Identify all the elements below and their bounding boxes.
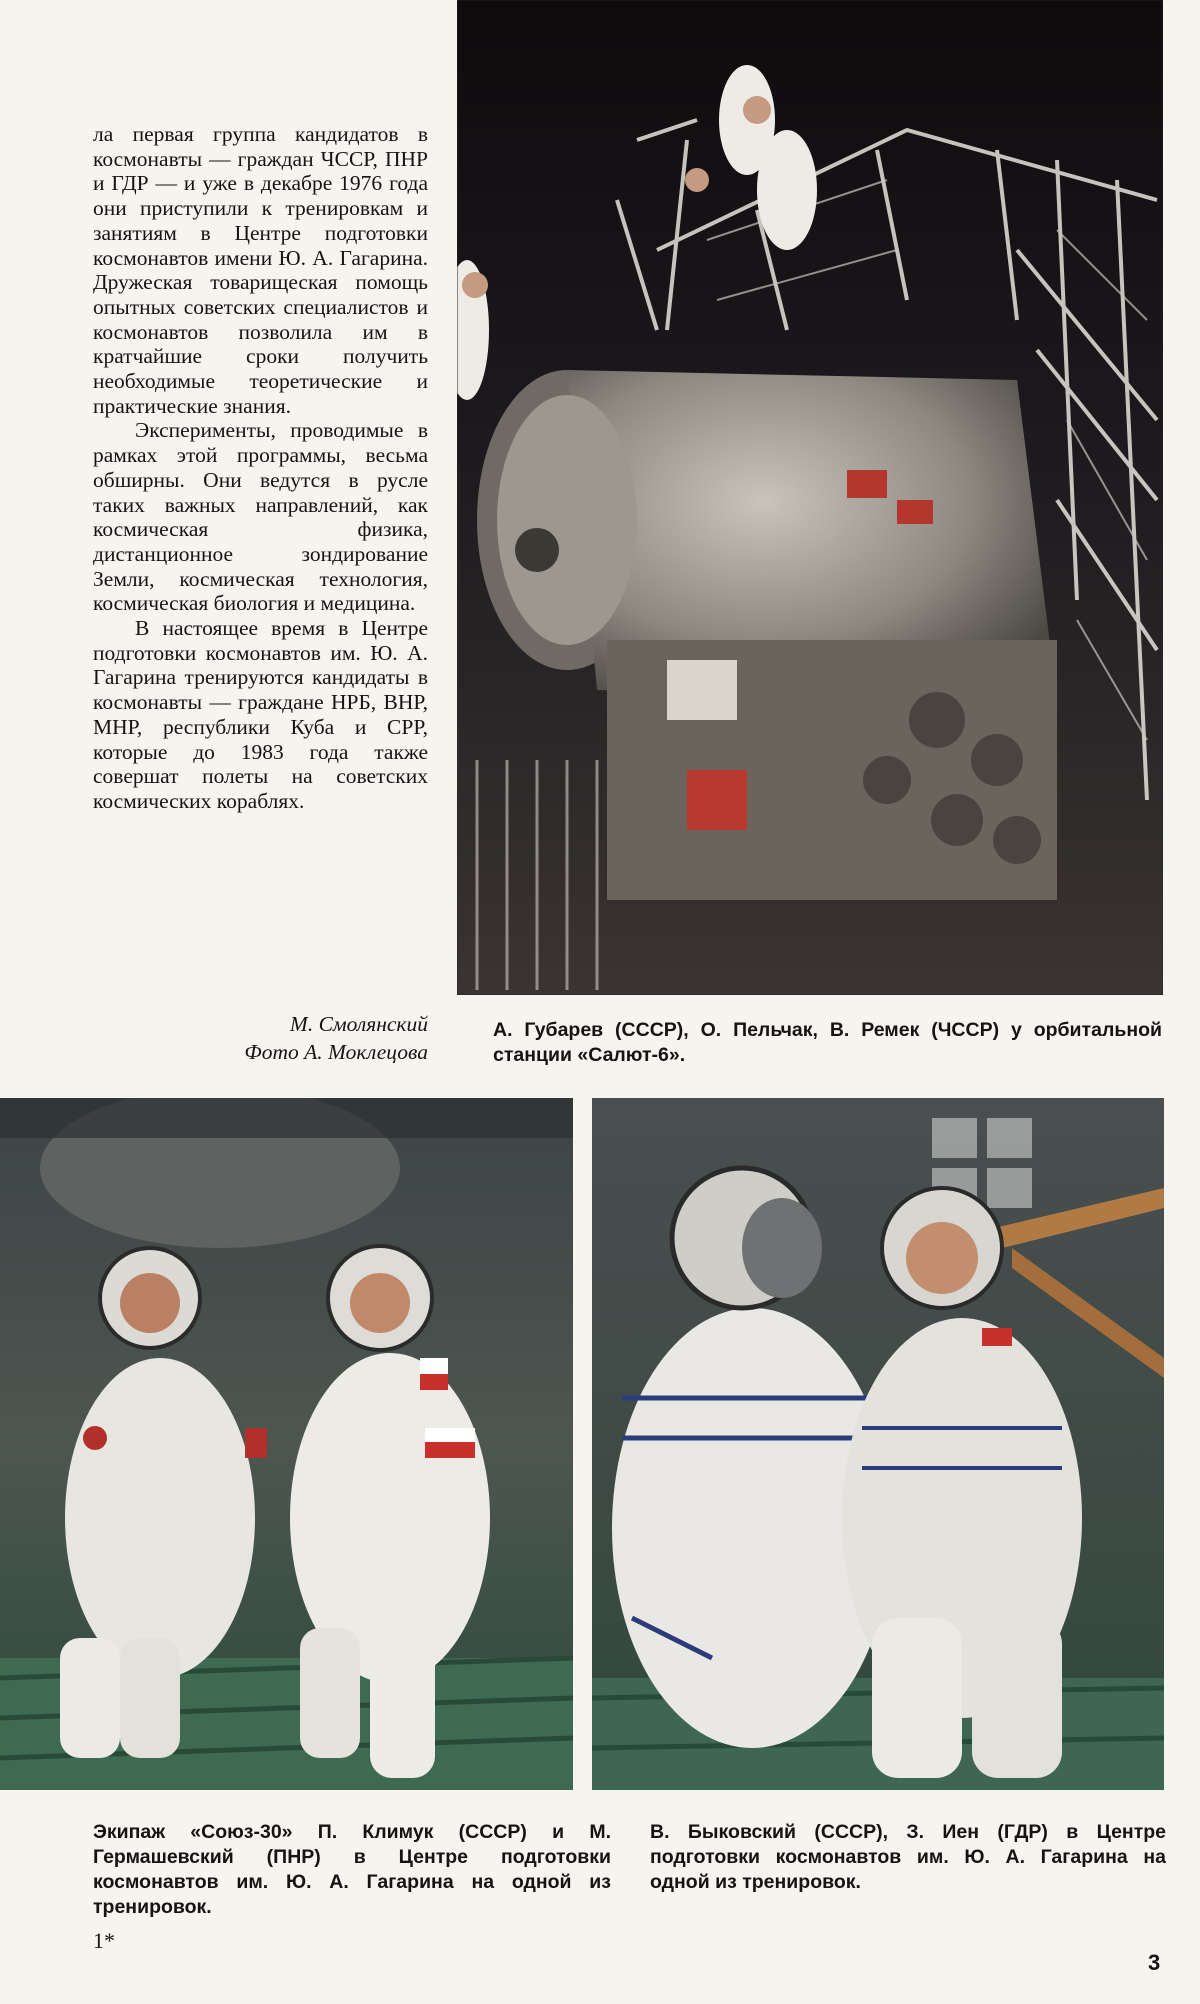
bykovsky-jahn-illustration xyxy=(592,1098,1164,1790)
article-paragraph: Эксперименты, проводимые в рамках этой программы, весьма обширны. Они ведутся в русле таких важных направлений, как космическая физика, дистанционное зондирование Земли, космическая технология, космическая биология и медицина. xyxy=(93,418,428,616)
article-signature xyxy=(150,1010,428,1066)
soyuz30-crew-illustration xyxy=(0,1098,573,1790)
page-number: 3 xyxy=(1148,1950,1161,1975)
signature-mark: 1* xyxy=(93,1928,115,1953)
article-paragraph: В настоящее время в Центре подготовки космонавтов им. Ю. А. Гагарина тренируются кандидаты в космонавты — граждане НРБ, ВНР, МНР, республики Куба и СРР, которые до 1983 года также совершат полеты на советских космических кораблях. xyxy=(93,616,428,813)
caption-bykovsky: В. Быковский (СССР), З. Иен (ГДР) в Центре подготовки космонавтов им. Ю. А. Гагарина на одной из тренировок. xyxy=(650,1821,1166,1893)
author: М. Смолянский xyxy=(289,1012,428,1036)
bykovsky-jahn-photo xyxy=(592,1098,1164,1790)
article-body xyxy=(93,122,428,814)
soyuz30-crew-photo xyxy=(0,1098,573,1790)
article-paragraph: ла первая группа кандидатов в космонавты — граждан ЧССР, ПНР и ГДР — и уже в декабре 1976 года они приступили к тренировкам и занятиям в Центре подготовки космонавтов имени Ю. А. Гагарина. Дружеская товарищеская помощь опытных советских специалистов и космонавтов позволила им в кратчайшие сроки получить необходимые теоретические и практические знания. xyxy=(93,122,428,418)
salyut-station-illustration xyxy=(457,0,1163,995)
photo-credit: Фото А. Моклецова xyxy=(244,1040,428,1064)
caption-soyuz30: Экипаж «Союз-30» П. Климук (СССР) и М. Гермашевский (ПНР) в Центре подготовки космонавтов им. Ю. А. Гагарина на одной из тренировок. xyxy=(93,1821,611,1918)
caption-salyut: А. Губарев (СССР), О. Пельчак, В. Ремек (ЧССР) у орбитальной станции «Салют-6». xyxy=(493,1019,1162,1066)
salyut-station-photo xyxy=(457,0,1163,995)
